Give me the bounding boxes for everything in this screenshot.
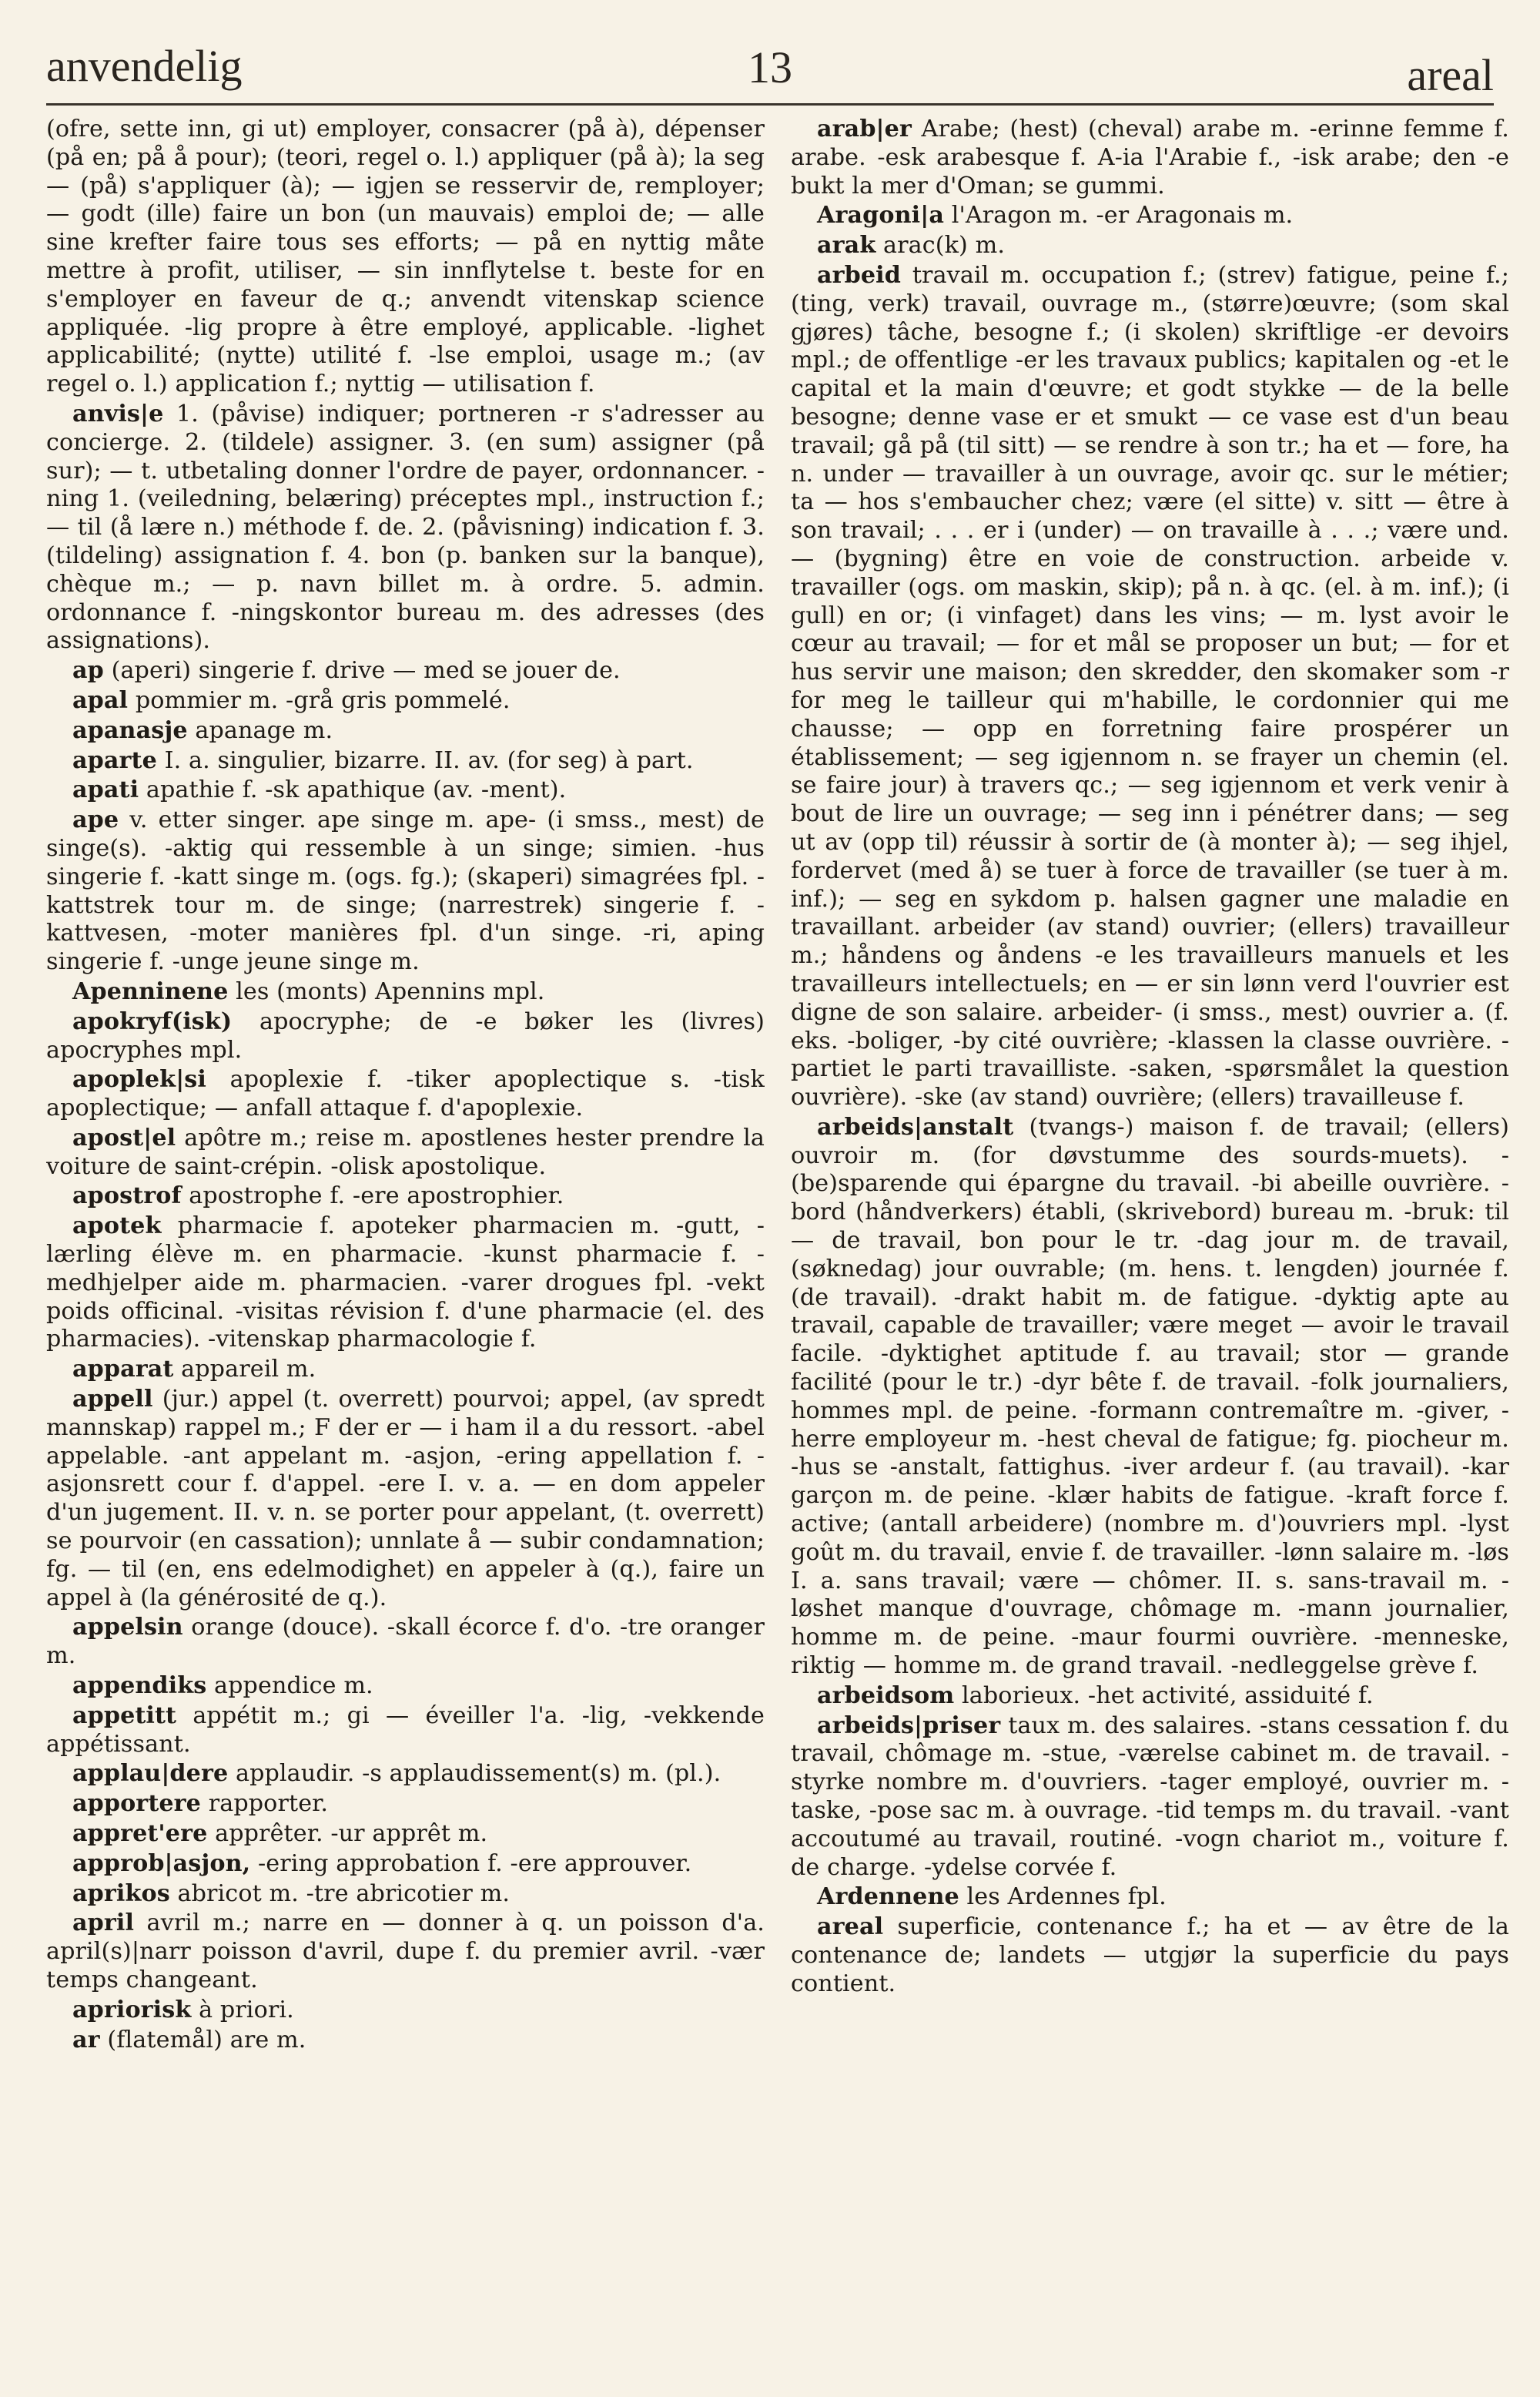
- entry-definition: (flatemål) are m.: [107, 2026, 306, 2053]
- entry-definition: apathie f. -sk apathique (av. -ment).: [146, 776, 567, 804]
- entry-definition: apprêter. -ur apprêt m.: [215, 1820, 488, 1848]
- entry-definition: travail m. occupation f.; (strev) fatigue, peine f.; (ting, verk) travail, ouvrage m., (større)œuvre; (som skal gjøres) tâche, besogne f.; (i skolen) skriftlige -er devoirs mpl.; de offentlige -er les travaux publics; kapitalen og -et le capital et la main d'œuvre; et godt stykke — de la belle besogne; denne vase er et smukt — ce vase est d'un beau travail; gå på (til sitt) — se rendre à son tr.; ha et — fore, ha n. under — travailler à un ouvrage, avoir qc. sur le métier; ta — hos s'embaucher chez; være (el sitte) v. sitt — être à son travail; . . . er i (under) — on travaille à . . .; være und. — (bygning) être en voie de construction. arbeide v. travailler (ogs. om maskin, skip); på n. à qc. (el. à m. inf.); (i gull) en or; (i vinfaget) dans les vins; — m. lyst avoir le cœur au travail; — for et mål se proposer un but; — for et hus servir une maison; den skredder, den skomaker som -r for meg le tailleur qui m'habille, le cordonnier qui me chausse; — opp en forretning faire prospérer un établissement; — seg igjennom n. se frayer un chemin (el. se faire jour) à travers qc.; — seg igjennom et verk venir à bout de lire un ouvrage; — seg inn i pénétrer dans; — seg ut av (opp til) réussir à sortir de (à monter à); — seg ihjel, fordervet (med å) se tuer à force de travailler (se tuer à m. inf.); — seg en sykdom p. halsen gagner une maladie en travaillant. arbeider (av stand) ouvrier; (ellers) travailleur m.; håndens og åndens -e les travailleurs manuels et les travailleurs intellectuels; en — er sin lønn verd l'ouvrier est digne de son salaire. arbeider- (i smss., mest) ouvrier a. (f. eks. -boliger, -by cité ouvrière; -klassen la classe ouvrière. -partiet le parti travailliste. -saken, -spørsmålet la question ouvrière). -ske (av stand) ouvrière; (ellers) travailleuse f.: [791, 261, 1509, 1111]
- dictionary-entry: [46, 1850, 765, 1879]
- entry-definition: apocryphe; de -e bøker les (livres) apocryphes mpl.: [46, 1007, 765, 1064]
- entry-headword: apostrof: [72, 1182, 182, 1210]
- entry-definition: (aperi) singerie f. drive — med se jouer de.: [111, 657, 621, 685]
- entry-definition: I. a. singulier, bizarre. II. av. (for seg) à part.: [164, 746, 694, 774]
- entry-headword: applau|dere: [72, 1760, 229, 1788]
- two-column-body: [46, 116, 1509, 2374]
- dictionary-entry: [46, 1008, 765, 1065]
- dictionary-entry: [46, 687, 765, 716]
- dictionary-entry: [46, 776, 765, 805]
- entry-headword: apportere: [72, 1790, 201, 1818]
- entry-definition: arac(k) m.: [883, 232, 1006, 260]
- dictionary-entry: [46, 1909, 765, 1994]
- dictionary-entry: [791, 202, 1509, 230]
- dictionary-entry: [46, 1386, 765, 1612]
- entry-definition: (jur.) appel (t. overrett) pourvoi; appel, (av spredt mannskap) rappel m.; F der er — i ham il a du ressort. -abel appelable. -ant appelant m. -asjon, -ering appellation f. -asjonsrett cour f. d'appel. -ere I. v. a. — en dom appeler d'un jugement. II. v. n. se porter pour appelant, (t. overrett) se pourvoir (en cassation); unnlate å — subir condamnation; fg. — til (en, ens edelmodighet) en appeler à (q.), faire un appel à (la générosité de q.).: [46, 1386, 765, 1611]
- dictionary-entry: [46, 747, 765, 776]
- entry-definition: (ofre, sette inn, gi ut) employer, consacrer (på à), dépenser (på en; på å pour); (teori, regel o. l.) appliquer (på à); la seg — (på) s'appliquer (à); — igjen se resservir de, remployer; — godt (ille) faire un bon (un mauvais) emploi de; — alle sine krefter faire tous ses efforts; — på en nyttig måte mettre à profit, utiliser, — sin innflytelse t. beste for en s'employer en faveur de q.; anvendt vitenskap science appliquée. -lig propre à être employé, applicable. -lighet applicabilité; (nytte) utilité f. -lse emploi, usage m.; (av regel o. l.) application f.; nyttig — utilisation f.: [46, 116, 765, 398]
- entry-headword: appetitt: [72, 1701, 177, 1729]
- dictionary-entry: [46, 1212, 765, 1354]
- dictionary-entry: [46, 1996, 765, 2025]
- dictionary-entry: [46, 978, 765, 1007]
- dictionary-entry: [46, 1790, 765, 1819]
- entry-headword: apati: [72, 776, 139, 804]
- entry-headword: ar: [72, 2026, 100, 2053]
- entry-headword: Ardennene: [817, 1883, 959, 1911]
- entry-headword: apriorisk: [72, 1996, 192, 2023]
- entry-definition: avril m.; narre en — donner à q. un poisson d'a. april(s)|narr poisson d'avril, dupe f. du premier avril. -vær temps changeant.: [46, 1909, 765, 1993]
- dictionary-entry: [791, 1913, 1509, 1998]
- entry-headword: apanasje: [72, 716, 188, 744]
- entry-definition: appareil m.: [181, 1356, 316, 1383]
- entry-definition: v. etter singer. ape singe m. ape- (i smss., mest) de singe(s). -aktig qui ressemble à un singe; simien. -hus singerie f. -katt singe m. (ogs. fg.); (skaperi) simagrées fpl. -kattstrek tour m. de singe; (narrestrek) singerie f. -kattvesen, -moter manières fpl. d'un singe. -ri, aping singerie f. -unge jeune singe m.: [46, 806, 765, 976]
- entry-definition: l'Aragon m. -er Aragonais m.: [951, 202, 1294, 230]
- entry-headword: anvis|e: [72, 400, 164, 427]
- dictionary-entry: [46, 1614, 765, 1671]
- entry-headword: april: [72, 1909, 135, 1937]
- left-column: [46, 116, 765, 2374]
- dictionary-entry: [46, 1672, 765, 1701]
- entry-definition: apanage m.: [195, 716, 333, 744]
- dictionary-entry: [46, 717, 765, 746]
- dictionary-entry: [791, 116, 1509, 200]
- dictionary-entry: [791, 1114, 1509, 1681]
- entry-definition: Arabe; (hest) (cheval) arabe m. -erinne femme f. arabe. -esk arabesque f. A-ia l'Arabie f., -isk arabe; den -e bukt la mer d'Oman; se gummi.: [791, 116, 1509, 199]
- dictionary-entry: [791, 262, 1509, 1112]
- entry-headword: aparte: [72, 746, 157, 774]
- page-number: 13: [748, 42, 792, 92]
- dictionary-entry: [46, 657, 765, 686]
- entry-definition: superficie, contenance f.; ha et — av être de la contenance de; landets — utgjør la superficie du pays contient.: [791, 1913, 1509, 1997]
- dictionary-entry: [791, 1712, 1509, 1882]
- last-guide-word: areal: [1407, 50, 1494, 100]
- right-column: [791, 116, 1509, 2374]
- entry-headword: appelsin: [72, 1614, 183, 1641]
- entry-definition: apostrophe f. -ere apostrophier.: [189, 1182, 564, 1210]
- entry-headword: aprikos: [72, 1879, 170, 1907]
- entry-definition: taux m. des salaires. -stans cessation f. du travail, chômage m. -stue, -værelse cabinet m. de travail. -styrke nombre m. d'ouvriers. -tager employé, ouvrier m. -taske, -pose sac m. à ouvrage. -tid temps m. du travail. -vant accoutumé au travail, routiné. -vogn chariot m., voiture f. de charge. -ydelse corvée f.: [791, 1711, 1509, 1881]
- dictionary-entry: [46, 1702, 765, 1759]
- dictionary-entry: [46, 806, 765, 977]
- entry-definition: appétit m.; gi — éveiller l'a. -lig, -vekkende appétissant.: [46, 1701, 765, 1758]
- dictionary-entry: [46, 1760, 765, 1789]
- entry-headword: apotek: [72, 1212, 162, 1240]
- dictionary-entry: [46, 1125, 765, 1182]
- entry-headword: Apenninene: [72, 977, 229, 1005]
- entry-headword: ape: [72, 806, 119, 834]
- entry-headword: arbeids|anstalt: [817, 1113, 1014, 1141]
- dictionary-entry: [46, 1356, 765, 1384]
- entry-definition: laborieux. -het activité, assiduité f.: [962, 1681, 1374, 1709]
- entry-headword: apost|el: [72, 1124, 176, 1152]
- entry-definition: -ering approbation f. -ere approuver.: [257, 1849, 692, 1877]
- entry-definition: applaudir. -s applaudissement(s) m. (pl.).: [235, 1760, 721, 1788]
- dictionary-entry: [791, 1883, 1509, 1912]
- entry-definition: les (monts) Apennins mpl.: [236, 977, 545, 1005]
- dictionary-entry: [46, 401, 765, 655]
- entry-definition: apoplexie f. -tiker apoplectique s. -tisk apoplectique; — anfall attaque f. d'apoplexie.: [46, 1066, 765, 1122]
- entry-headword: apparat: [72, 1356, 174, 1383]
- entry-headword: apokryf(isk): [72, 1007, 233, 1035]
- entry-headword: approb|asjon,: [72, 1849, 251, 1877]
- entry-headword: appret'ere: [72, 1820, 208, 1848]
- first-guide-word: anvendelig: [46, 41, 243, 91]
- entry-headword: arab|er: [817, 116, 912, 142]
- entry-definition: orange (douce). -skall écorce f. d'o. -tre oranger m.: [46, 1614, 765, 1670]
- page-header: [46, 18, 1494, 106]
- entry-definition: appendice m.: [214, 1672, 373, 1700]
- entry-headword: arak: [817, 232, 876, 260]
- entry-definition: pommier m. -grå gris pommelé.: [135, 686, 511, 714]
- entry-definition: rapporter.: [208, 1790, 329, 1818]
- entry-headword: arbeid: [817, 261, 901, 289]
- entry-definition: (tvangs-) maison f. de travail; (ellers) ouvroir m. (for døvstumme des sourds-muets). -(be)sparende qui épargne du travail. -bi abeille ouvrière. -bord (håndverkers) établi, (skrivebord) bureau m. -bruk: til — de travail, bon pour le tr. -dag jour m. de travail, (søknedag) jour ouvrable; (m. hens. t. lengden) journée f. (de travail). -drakt habit m. de fatigue. -dyktig apte au travail, capable de travailler; være meget — avoir le travail facile. -dyktighet aptitude f. au travail; stor — grande facilité (pour le tr.) -dyr bête f. de travail. -folk journaliers, hommes mpl. de peine. -formann contremaître m. -giver, -herre employeur m. -hest cheval de fatigue; fg. piocheur m. -hus se -anstalt, fattighus. -iver ardeur f. (au travail). -kar garçon m. de peine. -klær habits de fatigue. -kraft force f. active; (antall arbeidere) (nombre m. d')ouvriers mpl. -lyst goût m. du travail, envie f. de travailler. -lønn salaire m. -løs I. a. sans travail; være — chômer. II. s. sans-travail m. -løshet manque d'ouvrage, chômage m. -mann journalier, homme m. de peine. -maur fourmi ouvrière. -menneske, riktig — homme m. de grand travail. -nedleggelse grève f.: [791, 1113, 1509, 1680]
- entry-headword: areal: [817, 1913, 884, 1941]
- entry-definition: abricot m. -tre abricotier m.: [177, 1879, 511, 1907]
- entry-headword: Aragoni|a: [817, 202, 944, 230]
- entry-definition: les Ardennes fpl.: [966, 1883, 1167, 1911]
- dictionary-entry: [46, 1880, 765, 1909]
- entry-headword: arbeidsom: [817, 1681, 955, 1709]
- dictionary-entry: [791, 1682, 1509, 1711]
- dictionary-entry: [46, 1066, 765, 1123]
- entry-headword: apal: [72, 686, 129, 714]
- dictionary-entry: [46, 116, 765, 399]
- dictionary-entry: [46, 2027, 765, 2055]
- entry-definition: pharmacie f. apoteker pharmacien m. -gutt, -lærling élève m. en pharmacie. -kunst pharmacie f. -medhjelper aide m. pharmacien. -varer drogues fpl. -vekt poids officinal. -visitas révision f. d'une pharmacie (el. des pharmacies). -vitenskap pharmacologie f.: [46, 1212, 765, 1353]
- entry-headword: appell: [72, 1386, 153, 1413]
- entry-definition: à priori.: [199, 1996, 294, 2023]
- entry-headword: appendiks: [72, 1672, 207, 1700]
- dictionary-entry: [791, 232, 1509, 260]
- entry-headword: ap: [72, 657, 104, 685]
- dictionary-entry: [46, 1182, 765, 1211]
- dictionary-entry: [46, 1820, 765, 1849]
- entry-definition: 1. (påvise) indiquer; portneren -r s'adresser au concierge. 2. (tildele) assigner. 3. (en sum) assigner (på sur); — t. utbetaling donner l'ordre de payer, ordonnancer. -ning 1. (veiledning, belæring) préceptes mpl., instruction f.; — til (å lære n.) méthode f. de. 2. (påvisning) indication f. 3. (tildeling) assignation f. 4. bon (p. banken sur la banque), chèque m.; — p. navn billet m. à ordre. 5. admin. ordonnance f. -ningskontor bureau m. des adresses (des assignations).: [46, 400, 765, 655]
- entry-definition: apôtre m.; reise m. apostlenes hester prendre la voiture de saint-crépin. -olisk apostolique.: [46, 1124, 765, 1180]
- entry-headword: apoplek|si: [72, 1066, 206, 1094]
- entry-headword: arbeids|priser: [817, 1711, 1001, 1739]
